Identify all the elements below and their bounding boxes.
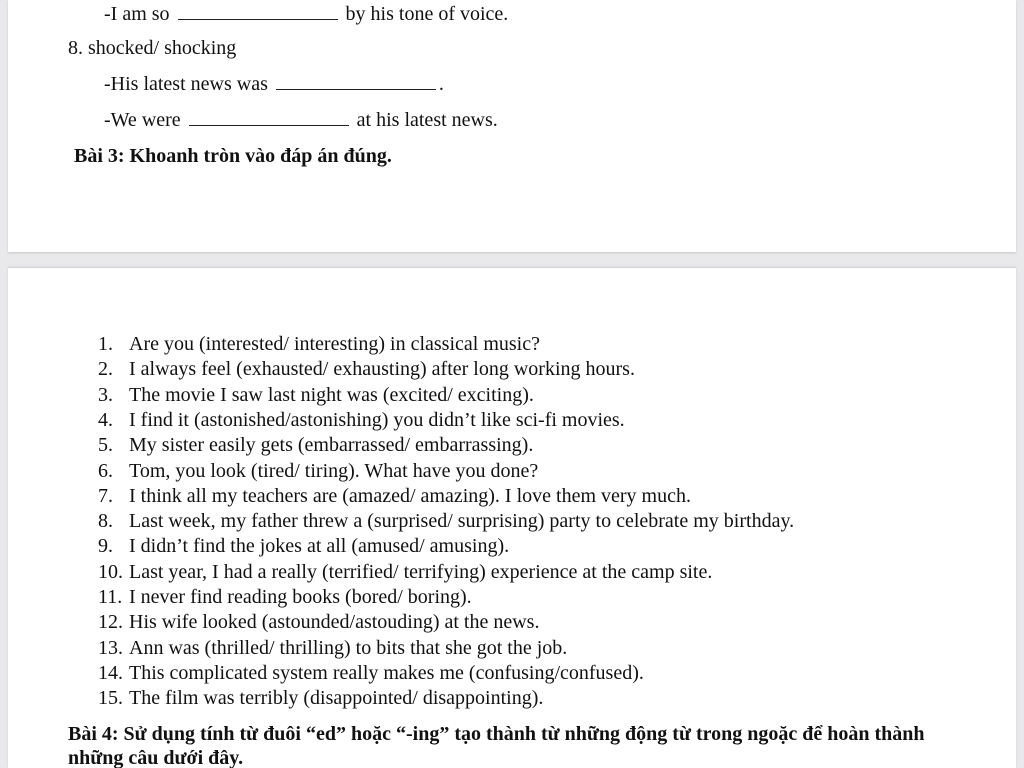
list-item-text: My sister easily gets (embarrassed/ embarrassing).	[129, 434, 534, 457]
list-item	[98, 661, 644, 685]
line-text-after: by his tone of voice.	[345, 3, 509, 25]
answer-blank	[189, 108, 349, 126]
list-item-number: 13.	[98, 636, 123, 659]
list-item-text: The movie I saw last night was (excited/ exciting).	[129, 383, 534, 406]
list-item-number: 12.	[98, 611, 123, 634]
list-item	[98, 357, 635, 381]
list-item	[98, 459, 538, 483]
list-item-text: Ann was (thrilled/ thrilling) to bits that she got the job.	[129, 636, 568, 659]
list-item-number: 7.	[98, 484, 113, 507]
list-item-text: I didn’t find the jokes at all (amused/ amusing).	[129, 535, 510, 558]
list-item	[98, 383, 534, 407]
list-item	[98, 408, 625, 432]
list-item-text: I always feel (exhausted/ exhausting) after long working hours.	[129, 358, 635, 381]
line-text-after: .	[438, 73, 444, 95]
exercise-3-heading: Bài 3: Khoanh tròn vào đáp án đúng.	[74, 145, 392, 167]
list-item	[98, 332, 540, 356]
list-item-text: I think all my teachers are (amazed/ amazing). I love them very much.	[129, 484, 691, 507]
list-item	[98, 534, 509, 558]
answer-blank	[178, 2, 338, 20]
document-page-top	[8, 0, 1016, 252]
document-page-bottom	[8, 268, 1016, 768]
list-item-number: 11.	[98, 586, 123, 608]
list-item-number: 2.	[98, 358, 113, 381]
list-item	[98, 686, 543, 710]
list-item-text: Are you (interested/ interesting) in classical music?	[129, 333, 540, 355]
answer-blank	[276, 72, 436, 90]
list-item	[98, 585, 472, 609]
list-item-text: The film was terribly (disappointed/ disappointing).	[129, 687, 544, 710]
line-text-before: -We were	[104, 109, 181, 131]
list-item-text: Last year, I had a really (terrified/ terrifying) experience at the camp site.	[129, 560, 713, 583]
list-item-number: 14.	[98, 661, 123, 684]
list-item-text: I never find reading books (bored/ boring).	[129, 586, 472, 608]
exercise-line-we-were	[104, 108, 498, 132]
list-item	[98, 636, 567, 660]
list-item	[98, 433, 533, 457]
list-item-number: 10.	[98, 560, 123, 583]
list-item	[98, 560, 712, 584]
list-item-number: 15.	[98, 687, 123, 710]
list-item-text: Tom, you look (tired/ tiring). What have you done?	[129, 459, 539, 482]
line-text-after: at his latest news.	[356, 109, 498, 131]
list-item-number: 8.	[98, 510, 113, 533]
list-item	[98, 610, 539, 634]
exercise-line-tone-of-voice	[104, 2, 508, 26]
list-item-text: I find it (astonished/astonishing) you didn’t like sci-fi movies.	[129, 408, 625, 431]
exercise-item-8-label: 8. shocked/ shocking	[68, 37, 237, 59]
list-item-number: 5.	[98, 434, 113, 457]
exercise-line-latest-news	[104, 72, 444, 96]
list-item-number: 3.	[98, 383, 113, 406]
list-item-text: Last week, my father threw a (surprised/ surprising) party to celebrate my birthday.	[129, 510, 795, 533]
exercise-4-heading: Bài 4: Sử dụng tính từ đuôi “ed” hoặc “-ing” tạo thành từ những động từ trong ngoặc để hoàn thành những câu dưới đây.	[68, 723, 925, 768]
list-item-number: 4.	[98, 408, 113, 431]
line-text-before: -I am so	[104, 3, 170, 25]
list-item	[98, 509, 794, 533]
list-item	[98, 484, 691, 508]
list-item-number: 6.	[98, 459, 113, 482]
line-text-before: -His latest news was	[104, 73, 268, 95]
list-item-number: 1.	[98, 333, 113, 355]
list-item-number: 9.	[98, 535, 113, 558]
list-item-text: This complicated system really makes me (confusing/confused).	[129, 661, 644, 684]
list-item-text: His wife looked (astounded/astouding) at the news.	[129, 611, 540, 634]
